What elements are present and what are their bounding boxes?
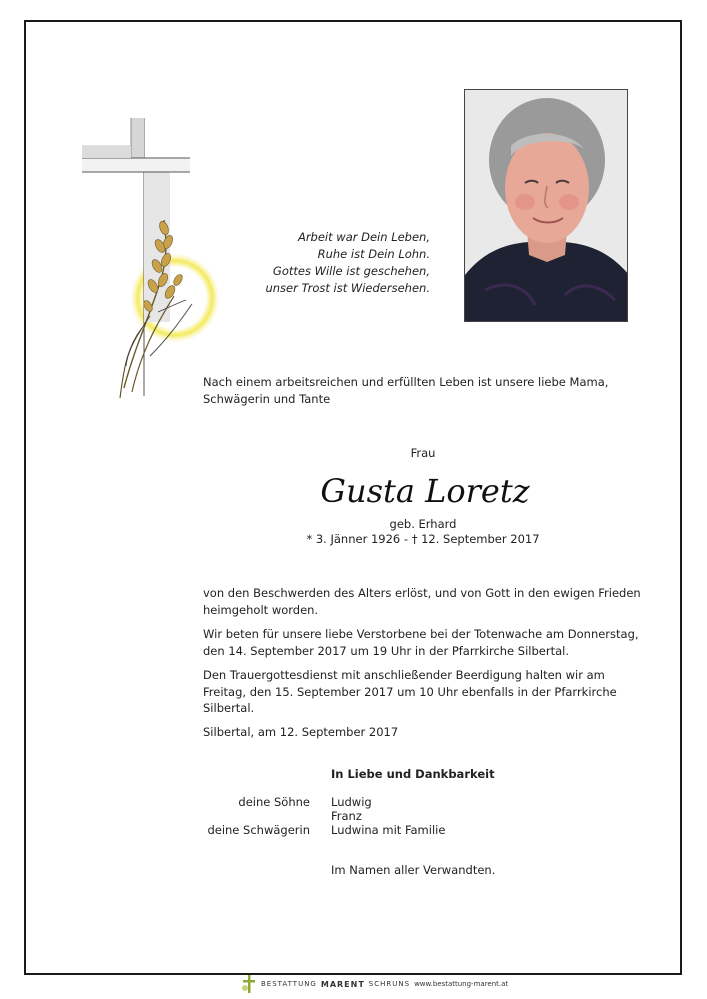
mourner-name: Ludwig (331, 795, 372, 809)
portrait-icon (465, 90, 628, 322)
body-paragraph: von den Beschwerden des Alters erlöst, und von Gott in den ewigen Frieden heimgeholt worden. (203, 586, 641, 617)
name-signature (300, 468, 550, 516)
relation-label: deine Söhne (238, 795, 310, 809)
cross-wheat-icon (80, 116, 230, 406)
title-frau: Frau (410, 446, 436, 460)
funeral-logo-icon (241, 975, 257, 993)
body-paragraph: Den Trauergottesdienst mit anschließender Beerdigung halten wir am Freitag, den 15. September 2017 um 10 Uhr ebenfalls in der Pfarrkirche Silbertal. (203, 668, 617, 715)
footer-town: SCHRUNS (368, 980, 411, 988)
deceased-name: Gusta Loretz (320, 472, 530, 510)
place-date: Silbertal, am 12. September 2017 (203, 725, 399, 739)
poem-line: Ruhe ist Dein Lohn. (317, 247, 430, 261)
poem-line: Gottes Wille ist geschehen, (272, 264, 430, 278)
poem-line: unser Trost ist Wiedersehen. (265, 281, 430, 295)
footer-company-name: MARENT (320, 979, 365, 989)
poem (230, 229, 430, 297)
poem-line: Arbeit war Dein Leben, (297, 230, 430, 244)
mourners-heading: In Liebe und Dankbarkeit (331, 767, 495, 781)
intro-text: Nach einem arbeitsreichen und erfüllten Leben ist unsere liebe Mama, Schwägerin und Tante (203, 375, 609, 406)
body-paragraph: Wir beten für unsere liebe Verstorbene bei der Totenwache am Donnerstag, den 14. September 2017 um 19 Uhr in der Pfarrkirche Silbertal. (203, 627, 639, 658)
relation-label: deine Schwägerin (207, 823, 310, 837)
footer-company: BESTATTUNG (261, 980, 317, 988)
footer (241, 972, 508, 996)
closing-text: Im Namen aller Verwandten. (331, 863, 496, 877)
portrait-photo (464, 89, 628, 322)
mourner-name: Franz (331, 809, 362, 823)
mourner-name: Ludwina mit Familie (331, 823, 446, 837)
life-dates: * 3. Jänner 1926 - † 12. September 2017 (306, 532, 540, 546)
maiden-name: geb. Erhard (389, 517, 457, 531)
footer-website[interactable]: www.bestattung-marent.at (414, 980, 509, 988)
